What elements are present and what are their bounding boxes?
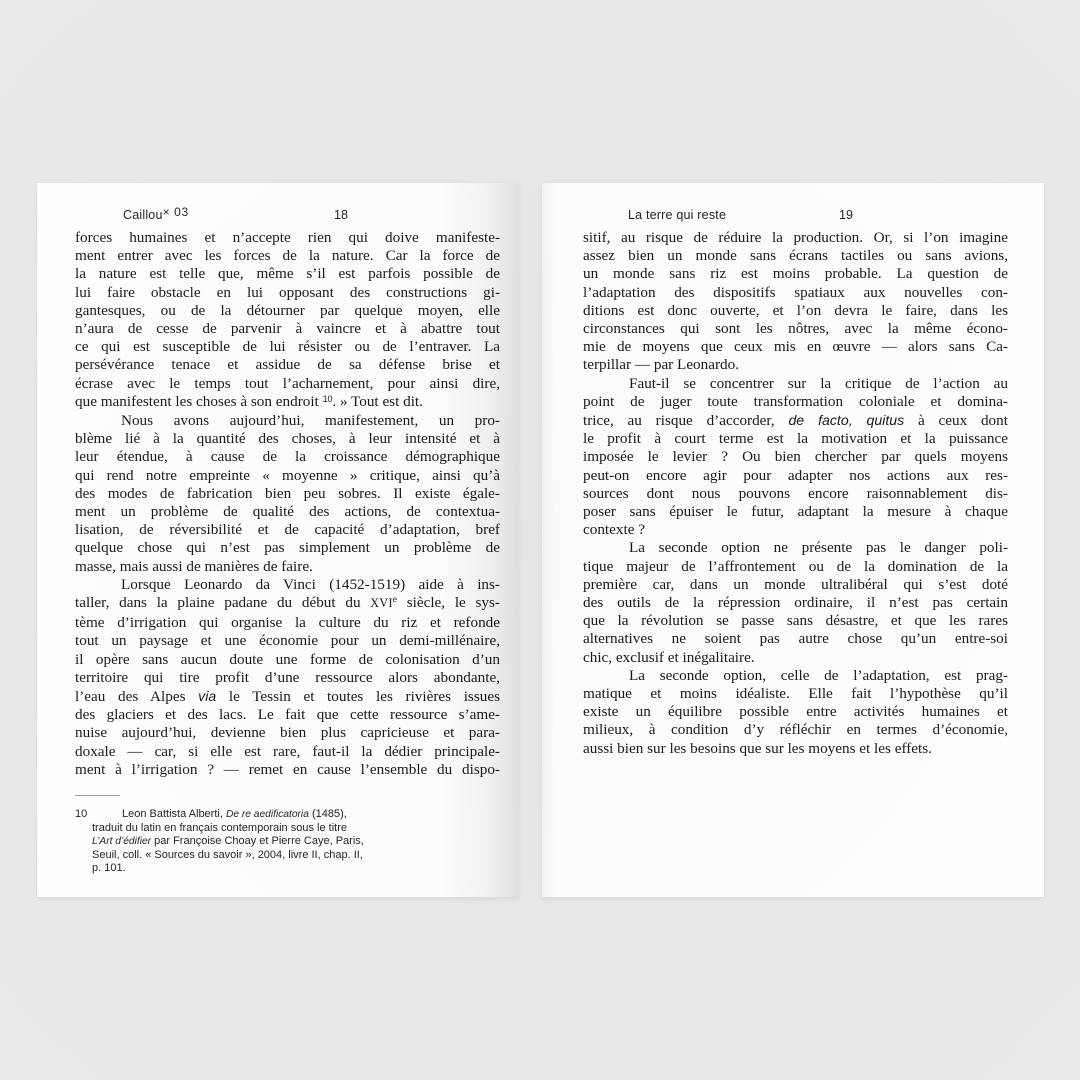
text-line: Faut-il se concentrer sur la critique de l’action au <box>629 374 1008 392</box>
text-line: il opère sans aucun doute une forme de colonisation d’un <box>75 650 500 668</box>
text-line: alternatives ne soient pas autre chose qu’un entre-soi <box>583 630 1008 648</box>
running-head-title: Caillou <box>123 208 163 222</box>
text-line: La seconde option, celle de l’adaptation, est prag- <box>629 666 1008 684</box>
text-line: chic, exclusif et inégalitaire. <box>583 648 755 666</box>
text-line: tique majeur de l’affrontement ou de la domination de la <box>583 557 1008 575</box>
page-number: 18 <box>334 208 348 222</box>
left-page <box>37 183 518 897</box>
text-line: peut-on encore agir pour adapter nos actions aux res- <box>583 466 1008 484</box>
text-line: qui rend notre empreinte « moyenne » critique, ainsi qu’à <box>75 466 500 484</box>
text-line: des outils de la répression ordinaire, il n’est pas certain <box>583 594 1008 612</box>
text-line: tout un paysage et une économie pour un demi-millénaire, <box>75 632 500 650</box>
footnote-block <box>75 795 485 876</box>
running-head-title: La terre qui reste <box>628 208 727 222</box>
text-line: persévérance tenace et assidue de sa défense brise et <box>75 356 500 374</box>
text-line: poser sans épuiser le futur, adaptant la mesure à chaque <box>583 503 1008 521</box>
text-line: l’eau des Alpes via le Tessin et toutes les rivières issues <box>75 688 500 706</box>
text-line: que la révolution se passe sans désastre, et que les rares <box>583 612 1008 630</box>
text-line: point de juger toute transformation coloniale et domina- <box>583 392 1008 410</box>
right-page-body-text <box>583 229 1008 758</box>
text-line: matique et moins idéaliste. Elle fait l’hypothèse qu’il <box>583 685 1008 703</box>
text-line: des glaciers et des lacs. Le fait que cette ressource s’ame- <box>75 706 500 724</box>
left-page-body-text <box>75 229 500 779</box>
text-line: imposée le levier ? Ou bien chercher par quels moyens <box>583 448 1008 466</box>
text-line: lisation, de réversibilité et de capacité d’adaptation, bref <box>75 521 500 539</box>
text-line: écrase avec le temps tout l’acharnement, pour ainsi dire, <box>75 374 500 392</box>
text-line: doxale — car, si elle est rare, faut-il la dédier principale- <box>75 742 500 760</box>
text-line: la nature est telle que, même s’il est parfois possible de <box>75 265 500 283</box>
footnote-line: traduit du latin en français contemporain sous le titre <box>92 821 347 834</box>
text-line: n’aura de cesse de parvenir à vaincre et à abattre tout <box>75 320 500 338</box>
footnote-rule <box>75 795 120 796</box>
text-line: milieux, à condition d’y réfléchir en termes d’économie, <box>583 721 1008 739</box>
text-line: un monde sans riz est moins probable. La question de <box>583 265 1008 283</box>
footnote-line: p. 101. <box>92 862 126 875</box>
text-line: leur étendue, à cause de la croissance démographique <box>75 448 500 466</box>
paragraph <box>583 667 1008 758</box>
footnote-line: Leon Battista Alberti, De re aedificatoria (1485), <box>122 808 347 820</box>
text-line: aussi bien sur les besoins que sur les moyens et les effets. <box>583 739 932 757</box>
page-number: 19 <box>839 208 853 222</box>
text-line: gantesques, ou de la détourner par quelque moyen, elle <box>75 301 500 319</box>
text-line: masse, mais aussi de manières de faire. <box>75 557 313 575</box>
text-line: trice, au risque d’accorder, de facto, quitus à ceux dont <box>583 412 1008 430</box>
footnote-text <box>92 808 485 876</box>
footnote-number: 10 <box>75 808 88 820</box>
text-line: existe un équilibre possible entre activités humaines et <box>583 703 1008 721</box>
text-line: Lorsque Leonardo da Vinci (1452-1519) aide à ins- <box>121 575 500 593</box>
text-line: blème lié à la quantité des choses, à leur intensité et à <box>75 430 500 448</box>
text-line: l’adaptation des dispositifs spatiaux aux nouvelles con- <box>583 283 1008 301</box>
paragraph <box>583 539 1008 666</box>
text-line: La seconde option ne présente pas le danger poli- <box>629 539 1008 557</box>
text-line: assez bien un monde sans écrans tactiles ou sans avions, <box>583 247 1008 265</box>
text-line: taller, dans la plaine padane du début du XVIe siècle, le sys- <box>75 594 500 612</box>
text-line: Nous avons aujourd’hui, manifestement, un pro- <box>121 412 500 430</box>
paragraph <box>75 412 500 576</box>
text-line: sources dont nous pouvons encore raisonnablement dis- <box>583 484 1008 502</box>
text-line: ment entrer avec les forces de la nature. Car la force de <box>75 247 500 265</box>
text-line: circonstances qui sont les nôtres, avec la même écono- <box>583 320 1008 338</box>
text-line: première car, dans un monde ultralibéral qui s’est doté <box>583 575 1008 593</box>
text-line: territoire qui tire profit d’une ressource alors abondante, <box>75 668 500 686</box>
text-line: des modes de fabrication bien peu sobres. Il existe égale- <box>75 484 500 502</box>
text-line: tème d’irrigation qui organise la culture du riz et refonde <box>75 614 500 632</box>
text-line: forces humaines et n’accepte rien qui doive manifeste- <box>75 229 500 246</box>
paragraph <box>583 375 1008 540</box>
footnote-line: L’Art d’édifier par Françoise Choay et Pierre Caye, Paris, <box>92 835 364 848</box>
running-head-issue: × 03 <box>162 205 189 219</box>
text-line: ce qui est susceptible de lui résister ou de l’entraver. La <box>75 338 500 356</box>
footnote <box>75 808 485 876</box>
text-line: contexte ? <box>583 521 645 539</box>
text-line: lui faire obstacle en lui opposant des constructions gi- <box>75 283 500 301</box>
text-line: mie de moyens que ceux mis en œuvre — alors sans Ca- <box>583 338 1008 356</box>
text-line: sitif, au risque de réduire la production. Or, si l’on imagine <box>583 229 1008 246</box>
text-line: terpillar — par Leonardo. <box>583 356 740 374</box>
paragraph <box>75 229 500 412</box>
text-line: ment un problème de qualité des actions, de contextua- <box>75 503 500 521</box>
right-page <box>542 183 1044 897</box>
text-line: que manifestent les choses à son endroit $^{10}$. » Tout est dit. <box>75 392 423 410</box>
running-head <box>628 208 726 222</box>
text-line: ditions est donc ouverte, et l’on devra le faire, dans les <box>583 301 1008 319</box>
footnote-line: Seuil, coll. « Sources du savoir », 2004, livre II, chap. II, <box>92 848 363 861</box>
text-line: le profit à court terme est la motivation et la puissance <box>583 430 1008 448</box>
running-head <box>123 205 189 222</box>
text-line: ment à l’irrigation ? — remet en cause l’ensemble du dispo- <box>75 760 500 778</box>
text-line: quelque chose qui n’est pas simplement un problème de <box>75 539 500 557</box>
paragraph <box>75 576 500 779</box>
text-line: nuise aujourd’hui, devienne bien plus capricieuse et para- <box>75 724 500 742</box>
paragraph <box>583 229 1008 375</box>
